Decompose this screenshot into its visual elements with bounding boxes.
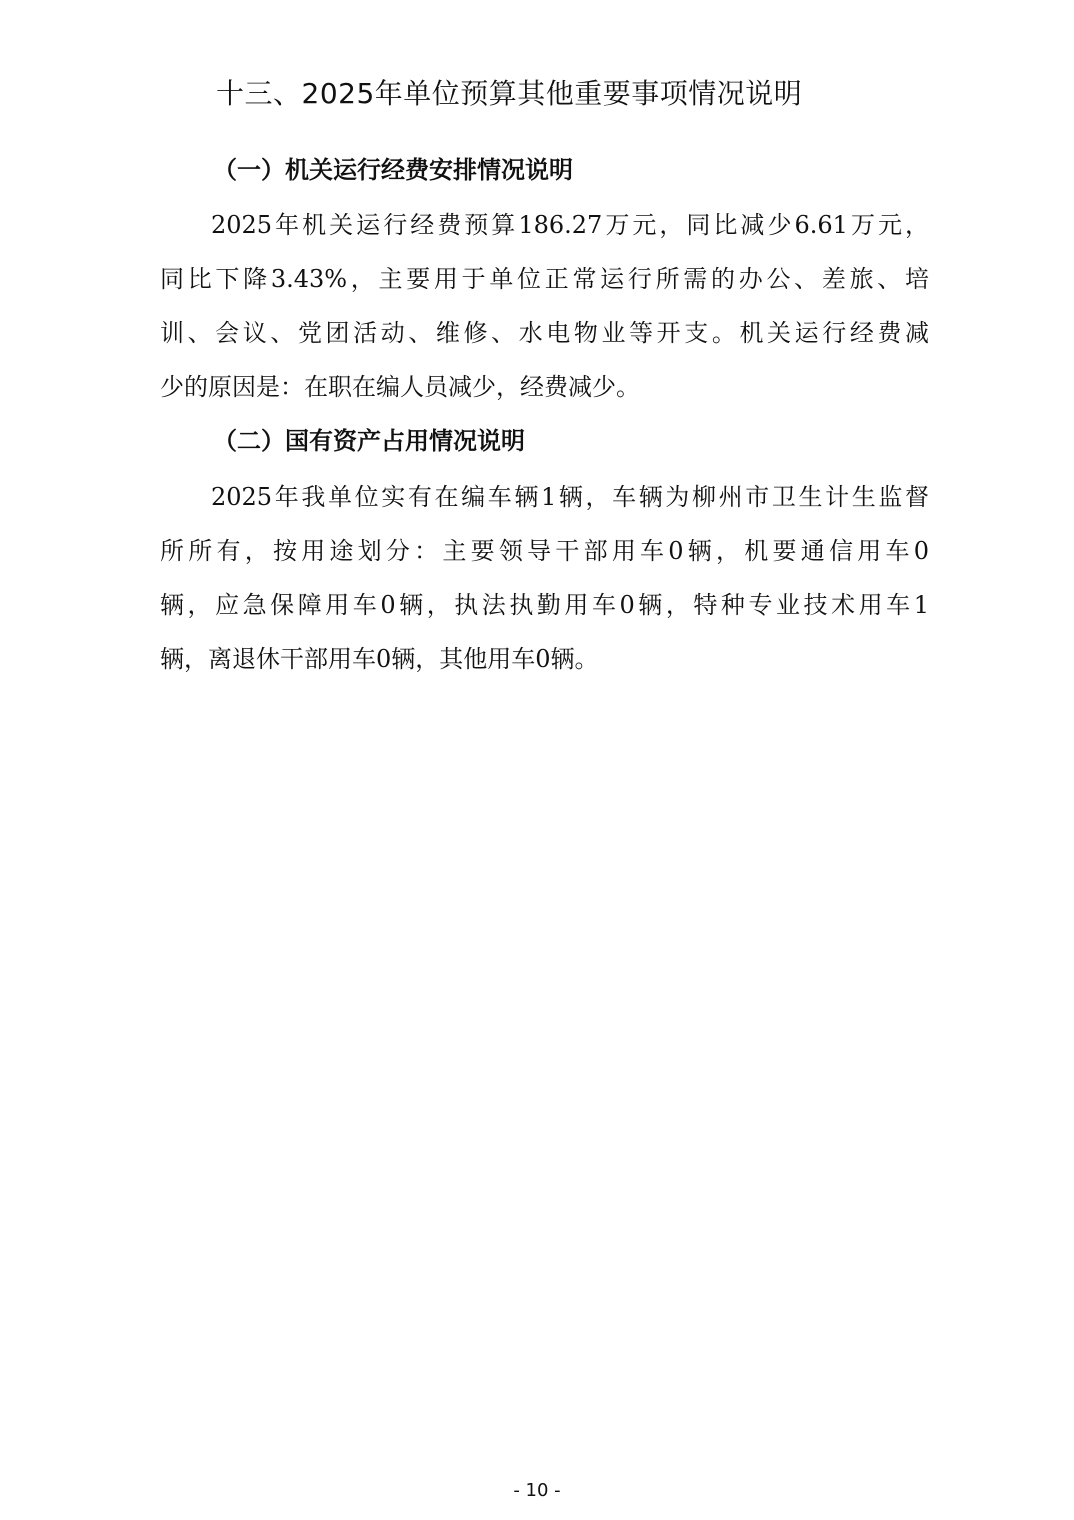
paragraph-line: 2025年机关运行经费预算186.27万元，同比减少6.61万元， [211,211,929,239]
paragraph-line: 少的原因是：在职在编人员减少，经费减少。 [160,373,640,401]
paragraph-state-assets [160,470,929,686]
section-heading-operating-funds: （一）机关运行经费安排情况说明 [213,156,573,184]
paragraph-line: 2025年我单位实有在编车辆1辆，车辆为柳州市卫生计生监督 [211,483,929,511]
page-number: - 10 - [513,1480,561,1501]
section-heading-state-assets: （二）国有资产占用情况说明 [213,427,525,455]
paragraph-line: 辆，离退休干部用车0辆，其他用车0辆。 [160,645,599,673]
paragraph-line: 所所有，按用途划分：主要领导干部用车0辆，机要通信用车0 [160,537,929,565]
paragraph-line: 辆，应急保障用车0辆，执法执勤用车0辆，特种专业技术用车1 [160,591,929,619]
paragraph-line: 训、会议、党团活动、维修、水电物业等开支。机关运行经费减 [160,319,929,347]
paragraph-line: 同比下降3.43%，主要用于单位正常运行所需的办公、差旅、培 [160,265,929,293]
main-heading: 十三、2025年单位预算其他重要事项情况说明 [216,77,803,110]
paragraph-operating-funds [160,198,929,414]
